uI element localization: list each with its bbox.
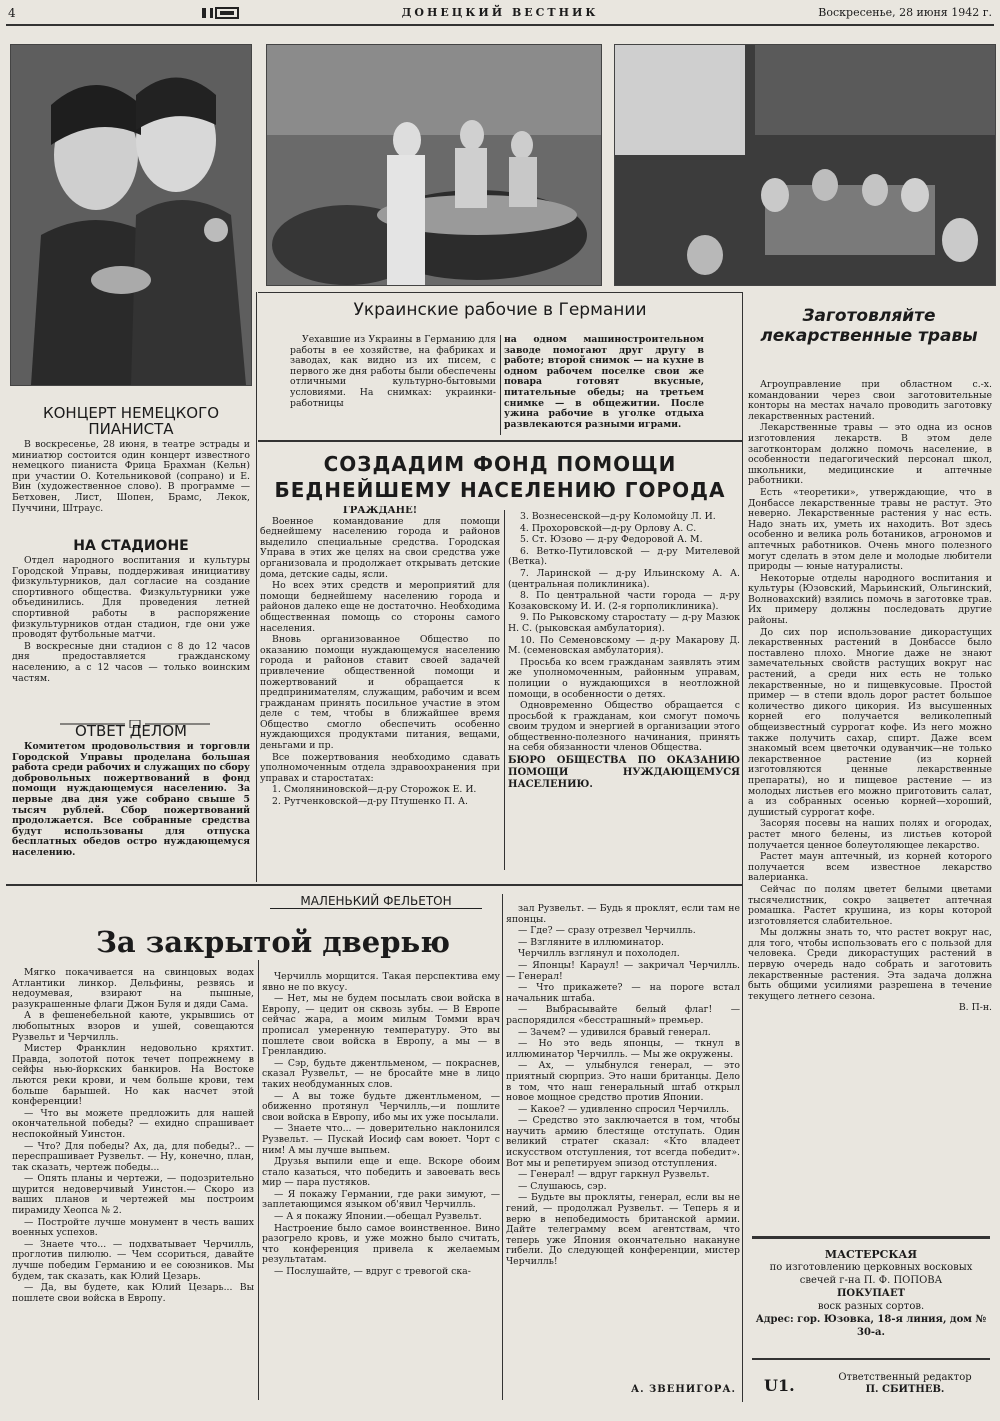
herbs-signature: В. П-н. [958, 1002, 992, 1014]
concert-title: КОНЦЕРТ НЕМЕЦКОГО ПИАНИСТА [42, 404, 220, 438]
photo-caption-title: Украинские рабочие в Германии [353, 300, 647, 320]
feuilleton-kicker: МАЛЕНЬКИЙ ФЕЛЬЕТОН [270, 894, 482, 909]
ad-block: МАСТЕРСКАЯ по изготовлению церковных восковых свечей г-на П. Ф. ПОПОВА ПОКУПАЕТ воск разных сортов. Адрес: гор. Юзовка, 18-я линия, дом № 30-а. [752, 1248, 990, 1339]
issue-date: Воскресенье, 28 июня 1942 г. [818, 6, 992, 19]
fund-title-line1: СОЗДАДИМ ФОНД ПОМОЩИ [323, 452, 677, 476]
feuilleton-col1: Мягко покачивается на свинцовых водах Атлантики линкор. Дельфины, резвясь и недоумевая, взирают на пышные, разукрашенные флаги Джон Буля и дяди Сама. А в фешенебельной каюте, укрывшись от любопытных взоров и ушей, совещаются Рузвельт и Черчилль. Мистер Франклин недовольно кряхтит. Правда, золотой поток течет попрежнему в сейфы нью-йоркских банкиров. На Востоке льются реки крови, и чем больше крови, тем больше барышей. Но как насчет этой конференции! — Что вы можете предложить для нашей окончательной победы? — ехидно спрашивает неспокойный Уинстон. — Что? Для победы? Ах, да, для победы?.. — переспрашивает Рузвельт. — Ну, конечно, план, так сказать, чертеж победы... — Опять планы и чертежи, — подозрительно щурится недоверчивый Уинстон.— Скоро из ваших планов и чертежей мы построим пирамиду Хеопса № 2. — Постройте лучше монумент в честь ваших военных успехов. — Знаете что... — подхватывает Черчилль, проглотив пилюлю. — Чем ссориться, давайте лучше победим Германию и ее союзников. Мы будем, так сказать, как Юлий Цезарь. — Да, вы будете, как Юлий Цезарь... Вы пошлете свои войска в Европу. [12, 968, 254, 1304]
photo-factory-kitchen [266, 44, 602, 286]
masthead-ornament [200, 6, 260, 22]
feuilleton-col2: Черчилль морщится. Такая перспектива ему явно не по вкусу. — Нет, мы не будем посылать свои войска в Европу, — цедит он сквозь зубы. — В Европе сейчас жара, а моим милым Томми врач прописал умеренную температуру. Это вы пошлете свои войска в Европу, а мы — в Гренландию. — Сэр, будьте джентльменом, — покраснев, сказал Рузвельт, — не бросайте мне в лицо таких необдуманных слов. — А вы тоже будьте джентльменом, — обиженно протянул Черчилль,—и пошлите свои войска в Европу, ибо мы их уже посылали. — Знаете что... — доверительно наклонился Рузвельт. — Пускай Иосиф сам воюет. Чорт с ним! А мы лучше выпьем. Друзья выпили еще и еще. Вскоре обоим стало казаться, что победить и завоевать весь мир — пара пустяков. — Я покажу Германии, где раки зимуют, — заплетающимся языком об'явил Черчилль. — А я покажу Японии.—обещал Рузвельт. Настроение было самое воинственное. Вино разогрело кровь, и уже можно было считать, что конференция привела к желаемым результатам. — Послушайте, — вдруг с тревогой ска- [262, 972, 500, 1278]
herbs-title: Заготовляйте лекарственные травы [760, 306, 978, 346]
photo-caption-left: Уехавшие из Украины в Германию для работы в ее хозяйстве, на фабриках и заводах, как видно из их писем, с первого же дня работы были обеспечены отличными культурно-бытовыми условиями. На снимках: украинки-работницы [290, 335, 496, 409]
photo-dormitory [614, 44, 996, 286]
fund-title-line2: БЕДНЕЙШЕМУ НАСЕЛЕНИЮ ГОРОДА [274, 478, 726, 502]
stadium-title: НА СТАДИОНЕ [73, 538, 189, 554]
herbs-text: Агроуправление при областном с.-х. командовании через свои заготовительные конторы на местах начало проводить заготовку лекарственных растений. Лекарственные травы — это одна из основ изготовления лекарств. В этом деле заготконторам должно помочь население, в особенности педагогический персонал школ, школьники, медицинские и аптечные работники. Есть «теоретики», утверждающие, что в Донбассе лекарственные травы не растут. Это неверно. Лекарственные растения у нас есть. Надо знать их, уметь их находить. Вот здесь особенно и велика роль ботаников, агрономов и аптечных работников. Очень много полезного могут сделать в этом деле и молодые любители природы — юные натуралисты. Некоторые отделы народного воспитания и культуры (Юзовский, Марьинский, Ольгинский, Волновахский) взялись помочь в заготовке трав. Их примеру должны последовать другие районы. До сих пор использование дикорастущих лекарственных растений в Донбассе было поставлено плохо. Многие даже не знают замечательных свойств растущих вокруг нас растений, а среди них есть не только лекарственные, но и пищевкусовые. Простой пример — в степи вдоль дорог растет большое количество дикого цикория. Из высушенных корней его получается великолепный общеизвестный суррогат кофе. Из него можно также получить сахар, спирт. Даже всем знакомый всем цветочки одуванчик—не только лекарственное растение (из корней изготовляются ценные лекарственные препараты), но и пищевое растение — из молодых листьев его можно приготовить салат, а из собранных осенью корней—хороший, душистый суррогат кофе. Засоряя посевы на наших полях и огородах, растет много белены, из листьев которой получается ценное болеутоляющее лекарство. Растет маун аптечный, из корней которого получается всем известное лекарство валерианка. Сейчас по полям цветет белыми цветами тысячелистник, сокро зацветет аптечная ромашка. Растет крушина, из коры которой изготовляется слабительное. Мы должны знать то, что растет вокруг нас, для того, чтобы использовать его с пользой для человека. Среди дикорастущих растений в первую очередь надо собрать и заготовить лекарственные растения. Эта задача должна быть общими усилиями разрешена в течение текущего летнего сезона. В. П-н. [748, 380, 992, 1014]
fund-greeting: ГРАЖДАНЕ! [342, 506, 418, 516]
answer-title: ОТВЕТ ДЕЛОМ [75, 722, 187, 740]
concert-text: В воскресенье, 28 июня, в театре эстрады и миниатюр состоится один концерт известного немецкого пианиста Фрица Брахман (Кельн) при участии О. Котельниковой (сопрано) и Е. Вин (художественное слово). В программе — Бетховен, Лист, Шопен, Брамс, Лекок, Пуччини, Штраус. [12, 440, 250, 514]
masthead-rule [6, 24, 994, 26]
ornament-divider [60, 713, 210, 721]
ad-title: МАСТЕРСКАЯ [824, 1248, 918, 1261]
feuilleton-col3: зал Рузвельт. — Будь я проклят, если там не японцы. — Где? — сразу отрезвел Черчилль. — Взгляните в иллюминатор. Черчилль взглянул и похолодел. — Японцы! Караул! — закричал Черчилль. — Генерал! — Что прикажете? — на пороге встал начальник штаба. — Выбрасывайте белый флаг! — распорядился «бесстрашный» премьер. — Зачем? — удивился бравый генерал. — Но это ведь японцы, — ткнул в иллюминатор Черчилль. — Мы же окружены. — Ах, — улыбнулся генерал, — это приятный сюрприз. Это наши британцы. Дело в том, что наш генеральный штаб открыл новое мощное средство против Японии. — Какое? — удивленно спросил Черчилль. — Средство это заключается в том, чтобы научить армию блестяще отступать. Один великий стратег сказал: «Кто владеет искусством отступления, тот всегда победит». Вот мы и репетируем эпизод отступления. — Генерал! — вдруг гаркнул Рузвельт. — Слушаюсь, сэр. — Будьте вы прокляты, генерал, если вы не гений, — продолжал Рузвельт. — Теперь я и верю в непобедимость британской армии. Дайте телеграмму всем агентствам, что теперь уже Япония окончательно накануне гибели. До следующей конференции, мистер Черчилль! [506, 904, 740, 1267]
feuilleton-signature: А. ЗВЕНИГОРА. [630, 1384, 736, 1395]
answer-text: Комитетом продовольствия и торговли Городской Управы проделана большая работа среди рабочих и служащих по сбору добровольных пожертвований в фонд помощи нуждающемуся населению. За первые два дня уже собрано свыше 5 тысяч рублей. Сбор пожертвований продолжается. Все собранные средства будут использованы для отпуска бесплатных обедов остро нуждающемуся населению. [12, 742, 250, 858]
fund-signature: БЮРО ОБЩЕСТВА ПО ОКАЗАНИЮ ПОМОЩИ НУЖДАЮЩЕМУСЯ НАСЕЛЕНИЮ. [508, 755, 740, 791]
feuilleton-title: За закрытой дверью [96, 925, 450, 959]
photo-caption-right: на одном машиностроительном заводе помогают друг другу в работе; второй снимок — на кухне в одном рабочем поселке свои же повара готовят вкусные, питательные обеды; на третьем снимке — в общежитии. После ужина рабочие в уголке отдыха развлекаются разными играми. [504, 335, 704, 430]
stadium-text: Отдел народного воспитания и культуры Городской Управы, поддерживая инициативу физкультурников, дал согласие на создание спортивного общества. Физкультурники уже объединились. Для проведения летней спортивной работы в распоряжение физкультурников отдан стадион, где они уже проводят футбольные матчи. В воскресные дни стадион с 8 до 12 часов дня предоставляется гражданскому населению, а с 12 часов — только воинским частям. [12, 556, 250, 684]
newspaper-title: ДОНЕЦКИЙ ВЕСТНИК [401, 6, 599, 19]
fund-left-column: ГРАЖДАНЕ! Военное командование для помощи беднейшему населению города и районов выделило специальные средства. Городская Управа в этих же целях на свои средства уже организовала и продолжает открывать детские дома, детские сады, ясли. Но всех этих средств и мероприятий для помощи беднейшему населению города и районов далеко еще не достаточно. Необходима общественная помощь со стороны самого населения. Вновь организованное Общество по оказанию помощи нуждающемуся населению города и районов ставит своей задачей привлечение общественной помощи и пожертвований и обращается к предпринимателям, служащим, рабочим и всем гражданам принять посильное участие в этом деле с тем, чтобы в ближайшее время Общество смогло обеспечить особенно нуждающихся продуктами питания, вещами, деньгами и пр. Все пожертвования необходимо сдавать уполномоченным отдела здравоохранения при управах и старостатах: 1. Смоляниновской—д-ру Сторожок Е. И. 2. Рутченковской—д-ру Птушенко П. А. [260, 506, 500, 808]
footer-mark: U1. [764, 1376, 795, 1395]
fund-right-column: 3. Вознесенской—д-ру Коломойцу Л. И. 4. Прохоровской—д-ру Орлову А. С. 5. Ст. Юзово — д-ру Федоровой А. М. 6. Ветко-Путиловской — д-ру Мителевой (Ветка). 7. Ларинской — д-ру Ильинскому А. А. (центральная поликлиника). 8. По центральной части города — д-ру Козаковскому И. И. (2-я горполиклиника). 9. По Рыковскому старостату — д-ру Мазюк Н. С. (рыковская амбулатория). 10. По Семеновскому — д-ру Макарову Д. М. (семеновская амбулатория). Просьба ко всем гражданам заявлять этим же уполномоченным, районным управам, полиции о нуждающихся в неотложной помощи, в особенности о детях. Одновременно Общество обращается с просьбой к гражданам, кои смогут помочь своим трудом и энергией в организации этого общественно-полезного начинания, принять на себя обязанности членов Общества. БЮРО ОБЩЕСТВА ПО ОКАЗАНИЮ ПОМОЩИ НУЖДАЮЩЕМУСЯ НАСЕЛЕНИЮ. [508, 512, 740, 791]
page-number: 4 [8, 6, 16, 20]
photo-two-women [10, 44, 252, 386]
editor-block: Ответственный редактор П. СБИТНЕВ. [838, 1372, 972, 1395]
